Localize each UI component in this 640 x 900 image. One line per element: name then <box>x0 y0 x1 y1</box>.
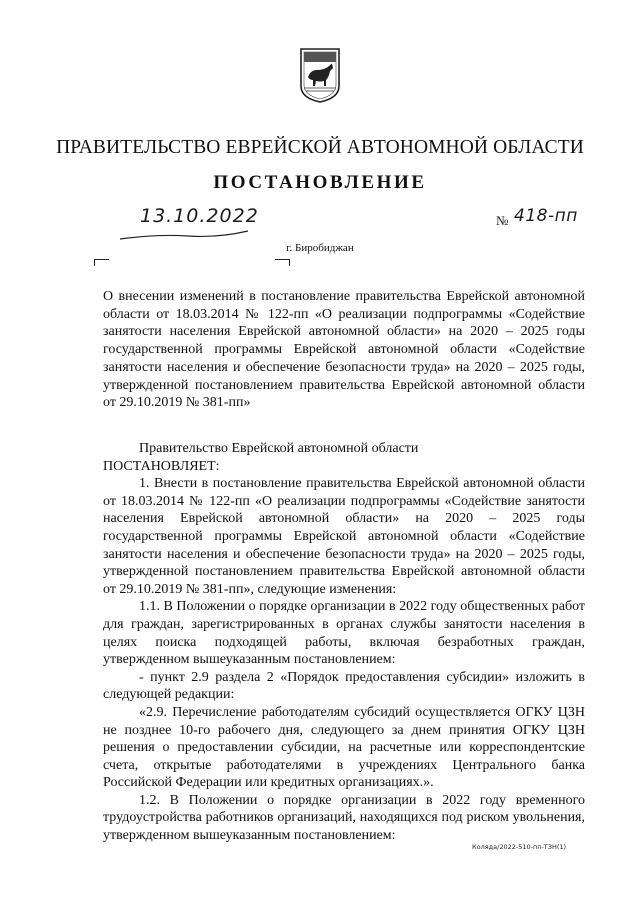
clause-1-2: 1.2. В Положении о порядке организации в 2022 году временного трудоустройства работников организаций, находящихся под риском увольнения, утвержденном вышеуказанным постановлением: <box>103 792 585 844</box>
coat-of-arms-emblem <box>299 46 341 104</box>
city-name: г. Биробиджан <box>286 242 354 254</box>
resolves-line: ПОСТАНОВЛЯЕТ: <box>103 458 220 474</box>
clause-1: 1. Внести в постановление правительства Еврейской автономной области от 18.03.2014 № 122-пп «О реализации подпрограммы «Содействие занятости населения Еврейской автономной области» на 2020 – 2025 годы государственной программы Еврейской автономной области «Содействие занятости населения и обеспечение безопасности труда» на 2020 – 2025 годы, утвержденной постановлением правительства Еврейской автономной области от 29.10.2019 № 381-пп», следующие изменения: <box>103 476 585 597</box>
clause-2-9-text: «2.9. Перечисление работодателям субсидий осуществляется ОГКУ ЦЗН не позднее 10-го рабочего дня, следующего за днем принятия ОГКУ ЦЗН решения о предоставлении субсидии, на расчетные или корреспондентские счета, открытые работодателями в учреждениях Центрального банка Российской Федерации или кредитных организациях.». <box>103 704 585 791</box>
handwritten-number: 418-пп <box>514 206 578 226</box>
preamble-line: Правительство Еврейской автономной области <box>139 441 419 456</box>
left-corner-mark <box>94 259 109 266</box>
subject-text: О внесении изменений в постановление правительства Еврейской автономной области от 18.03.2014 № 122-пп «О реализации подпрограммы «Содействие занятости населения Еврейской автономной области» на 2020 – 2025 годы государственной программы Еврейской автономной области «Содействие занятости населения и обеспечение безопасности труда» на 2020 – 2025 годы, утвержденной постановлением правительства Еврейской автономной области от 29.10.2019 № 381-пп» <box>103 289 585 411</box>
government-title: ПРАВИТЕЛЬСТВО ЕВРЕЙСКОЙ АВТОНОМНОЙ ОБЛАСТИ <box>56 137 584 158</box>
document-body <box>103 440 585 845</box>
footer-document-code: Коляда/2022-510-пп-ТЗН(1) <box>472 843 567 851</box>
date-underline-stroke <box>118 229 250 243</box>
handwritten-date: 13.10.2022 <box>140 205 259 227</box>
right-corner-mark <box>275 259 290 266</box>
number-label: № <box>496 213 509 228</box>
clause-1-1-item: - пункт 2.9 раздела 2 «Порядок предоставления субсидии» изложить в следующей редакции: <box>103 669 585 703</box>
document-type-heading: ПОСТАНОВЛЕНИЕ <box>213 172 427 193</box>
subject-block <box>103 288 585 412</box>
clause-1-1: 1.1. В Положении о порядке организации в 2022 году общественных работ для граждан, зарегистрированных в органах службы занятости населения в целях поиска подходящей работы, включая безработных граждан, утвержденном вышеуказанным постановлением: <box>103 599 585 668</box>
